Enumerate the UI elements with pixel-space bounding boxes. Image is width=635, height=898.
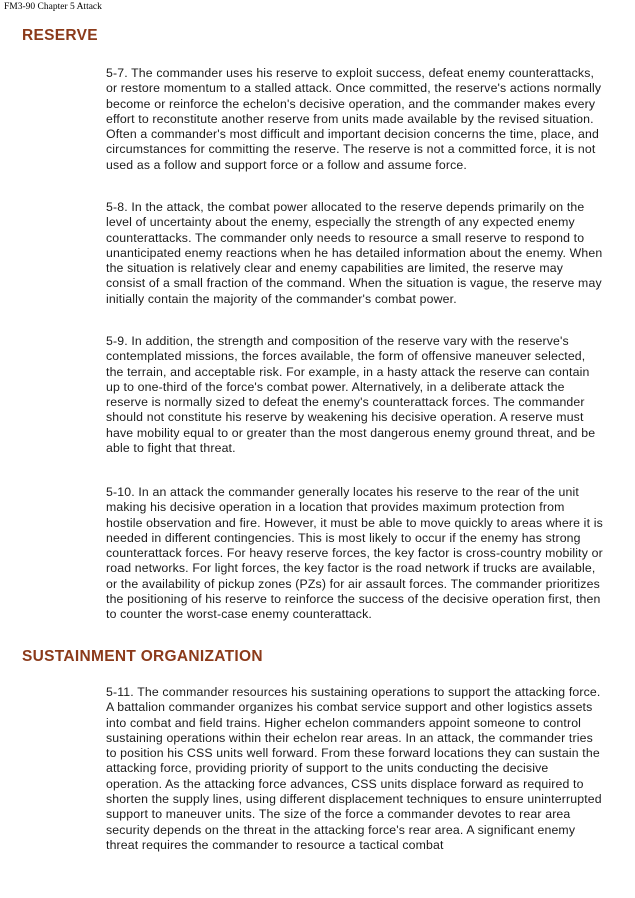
section-heading-sustainment-organization: SUSTAINMENT ORGANIZATION	[22, 648, 263, 665]
running-header: FM3-90 Chapter 5 Attack	[4, 2, 102, 12]
paragraph-5-9: 5-9. In addition, the strength and composition of the reserve vary with the reserve's contemplated missions, the forces available, the form of offensive maneuver selected, the terrain, and acceptable risk. For example, in a hasty attack the reserve can contain up to one-third of the force's combat power. Alternatively, in a deliberate attack the reserve is normally sized to defeat the enemy's counterattack forces. The commander should not constitute his reserve by weakening his decisive operation. A reserve must have mobility equal to or greater than the most dangerous enemy ground threat, and be able to fight that threat.	[106, 334, 596, 456]
paragraph-5-8: 5-8. In the attack, the combat power allocated to the reserve depends primarily on the level of uncertainty about the enemy, especially the strength of any expected enemy counterattacks. The commander only needs to resource a small reserve to respond to unanticipated enemy reactions when he has detailed information about the enemy. When the situation is relatively clear and enemy capabilities are limited, the reserve may consist of a small fraction of the command. When the situation is vague, the reserve may initially contain the majority of the commander's combat power.	[106, 200, 603, 306]
paragraph-5-7: 5-7. The commander uses his reserve to exploit success, defeat enemy counterattacks, or restore momentum to a stalled attack. Once committed, the reserve's actions normally become or reinforce the echelon's decisive operation, and the commander makes every effort to reconstitute another reserve from units made available by the revised situation. Often a commander's most difficult and important decision concerns the time, place, and circumstances for committing the reserve. The reserve is not a committed force, it is not used as a follow and support force or a follow and assume force.	[106, 66, 602, 172]
paragraph-5-11: 5-11. The commander resources his sustaining operations to support the attacking force. A battalion commander organizes his combat service support and other logistics assets into combat and field trains. Higher echelon commanders appoint someone to control sustaining operations within their echelon rear areas. In an attack, the commander tries to position his CSS units well forward. From these forward locations they can sustain the attacking force, providing priority of support to the units conducting the decisive operation. As the attacking force advances, CSS units displace forward as required to shorten the supply lines, using different displacement techniques to ensure uninterrupted support to maneuver units. The size of the force a commander devotes to rear area security depends on the threat in the attacking force's rear area. A significant enemy threat requires the commander to resource a tactical combat	[106, 685, 602, 852]
section-heading-reserve: RESERVE	[22, 27, 98, 44]
paragraph-5-10: 5-10. In an attack the commander generally locates his reserve to the rear of the unit making his decisive operation in a location that provides maximum protection from hostile observation and fire. However, it must be able to move quickly to areas where it is needed in different contingencies. This is most likely to occur if the enemy has strong counterattack forces. For heavy reserve forces, the key factor is cross-country mobility or road networks. For light forces, the key factor is the road network if trucks are available, or the availability of pickup zones (PZs) for air assault forces. The commander prioritizes the positioning of his reserve to reinforce the success of the decisive operation first, then to counter the worst-case enemy counterattack.	[106, 485, 603, 622]
